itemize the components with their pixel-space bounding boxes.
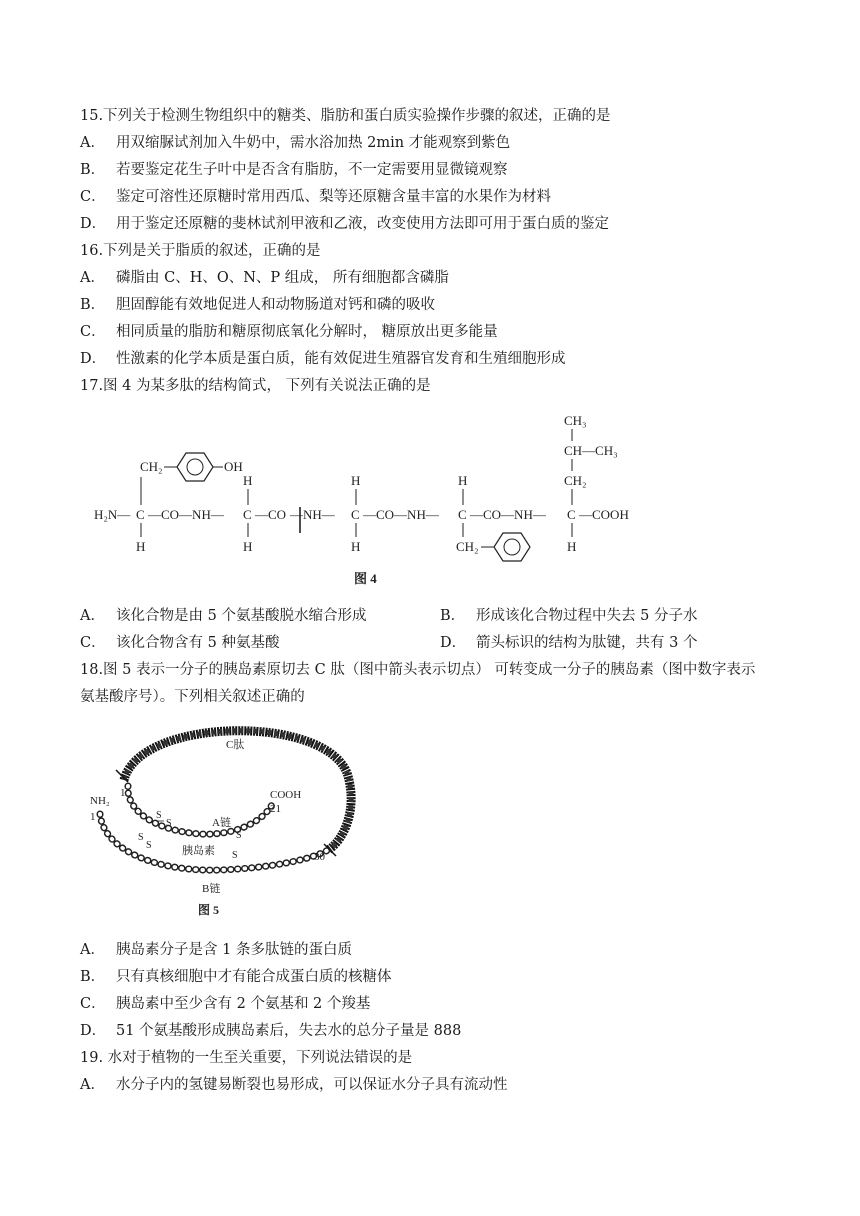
svg-text:S: S: [156, 810, 162, 821]
q18-option-b: B． 只有真核细胞中才有能合成蛋白质的核糖体: [80, 969, 392, 985]
q17-option-d: D． 箭头标识的结构为肽键，共有 3 个: [440, 635, 698, 651]
svg-text:H: H: [351, 539, 361, 554]
svg-text:C: C: [567, 507, 576, 522]
svg-text:A链: A链: [212, 817, 231, 829]
svg-text:21: 21: [270, 803, 281, 815]
q16-option-a: A． 磷脂由 C、H、O、N、P 组成， 所有细胞都含磷脂: [80, 270, 449, 286]
figure-4-polypeptide: [80, 405, 660, 595]
svg-text:C: C: [243, 507, 252, 522]
q17-stem: 17.图 4 为某多肽的结构简式， 下列有关说法正确的是: [80, 378, 431, 394]
q19-stem: 19. 水对于植物的一生至关重要，下列说法错误的是: [80, 1050, 413, 1066]
q16-option-b: B． 胆固醇能有效地促进人和动物肠道对钙和磷的吸收: [80, 297, 435, 313]
svg-text:S: S: [236, 830, 242, 841]
figure-4-caption: 图 4: [354, 571, 377, 586]
svg-text:C肽: C肽: [226, 739, 245, 751]
svg-text:CH₂: CH₂: [140, 459, 163, 474]
q16-option-d: D． 性激素的化学本质是蛋白质，能有效促进生殖器官发育和生殖细胞形成: [80, 351, 566, 367]
q17-option-a: A． 该化合物是由 5 个氨基酸脱水缩合形成: [80, 608, 367, 624]
q16-option-c: C． 相同质量的脂肪和糖原彻底氧化分解时， 糖原放出更多能量: [80, 324, 498, 340]
svg-text:S: S: [232, 850, 238, 861]
svg-text:H: H: [136, 539, 146, 554]
amino-terminus: H₂N—: [94, 507, 131, 522]
svg-text:C: C: [351, 507, 360, 522]
figure-5-insulin: [80, 722, 380, 922]
svg-text:—CO—NH—: —CO—NH—: [363, 507, 439, 522]
q17-option-b: B． 形成该化合物过程中失去 5 分子水: [440, 608, 698, 624]
svg-text:H: H: [567, 539, 577, 554]
svg-text:胰岛素: 胰岛素: [182, 845, 215, 857]
q17-option-c: C． 该化合物含有 5 种氨基酸: [80, 635, 280, 651]
benzene-ring-top: [177, 453, 213, 481]
svg-text:S: S: [146, 840, 152, 851]
q15-option-b: B． 若要鉴定花生子叶中是否含有脂肪，不一定需要用显微镜观察: [80, 162, 508, 178]
benzene-ring-bottom: [494, 533, 530, 561]
svg-text:1: 1: [90, 811, 96, 823]
svg-text:30: 30: [314, 851, 325, 863]
q15-option-a: A． 用双缩脲试剂加入牛奶中，需水浴加热 2min 才能观察到紫色: [80, 135, 511, 151]
svg-text:—CO: —CO: [255, 507, 287, 522]
q15-option-d: D． 用于鉴定还原糖的斐林试剂甲液和乙液，改变使用方法即可用于蛋白质的鉴定: [80, 216, 609, 232]
svg-text:—NH—: —NH—: [290, 507, 335, 522]
svg-text:C: C: [136, 507, 145, 522]
svg-text:—CO—NH—: —CO—NH—: [470, 507, 546, 522]
q18-option-d: D． 51 个氨基酸形成胰岛素后，失去水的总分子量是 888: [80, 1023, 462, 1039]
svg-text:NH₂: NH₂: [90, 795, 110, 807]
a-chain: [128, 786, 274, 834]
svg-text:CH₂: CH₂: [564, 473, 587, 488]
svg-text:S: S: [166, 818, 172, 829]
svg-text:S: S: [138, 832, 144, 843]
q18-stem-line2: 氨基酸序号）。下列相关叙述正确的: [80, 689, 305, 705]
q15-stem: 15.下列关于检测生物组织中的糖类、脂肪和蛋白质实验操作步骤的叙述，正确的是: [80, 108, 611, 124]
q19-option-a: A． 水分子内的氢键易断裂也易形成，可以保证水分子具有流动性: [80, 1077, 508, 1093]
figure-5-caption: 图 5: [198, 903, 220, 917]
svg-text:OH: OH: [224, 459, 243, 474]
svg-text:CH₂: CH₂: [456, 539, 479, 554]
svg-text:—CO—NH—: —CO—NH—: [148, 507, 224, 522]
carboxyl-terminus: —COOH: [579, 507, 629, 522]
svg-text:H: H: [243, 539, 253, 554]
svg-text:H: H: [243, 473, 253, 488]
svg-text:H: H: [351, 473, 361, 488]
svg-text:COOH: COOH: [270, 789, 302, 801]
svg-text:B链: B链: [202, 883, 221, 895]
q18-stem-line1: 18.图 5 表示一分子的胰岛素原切去 C 肽（图中箭头表示切点） 可转变成一分子的胰岛素（图中数字表示: [80, 662, 756, 678]
q15-option-c: C． 鉴定可溶性还原糖时常用西瓜、梨等还原糖含量丰富的水果作为材料: [80, 189, 551, 205]
q18-option-a: A． 胰岛素分子是含 1 条多肽链的蛋白质: [80, 942, 352, 958]
q16-stem: 16.下列是关于脂质的叙述，正确的是: [80, 243, 321, 259]
q18-option-c: C． 胰岛素中至少含有 2 个氨基和 2 个羧基: [80, 996, 371, 1012]
svg-text:CH₃: CH₃: [564, 413, 587, 428]
svg-text:1: 1: [120, 787, 126, 799]
svg-text:C: C: [458, 507, 467, 522]
svg-text:H: H: [458, 473, 468, 488]
svg-text:CH—CH₃: CH—CH₃: [564, 443, 618, 458]
